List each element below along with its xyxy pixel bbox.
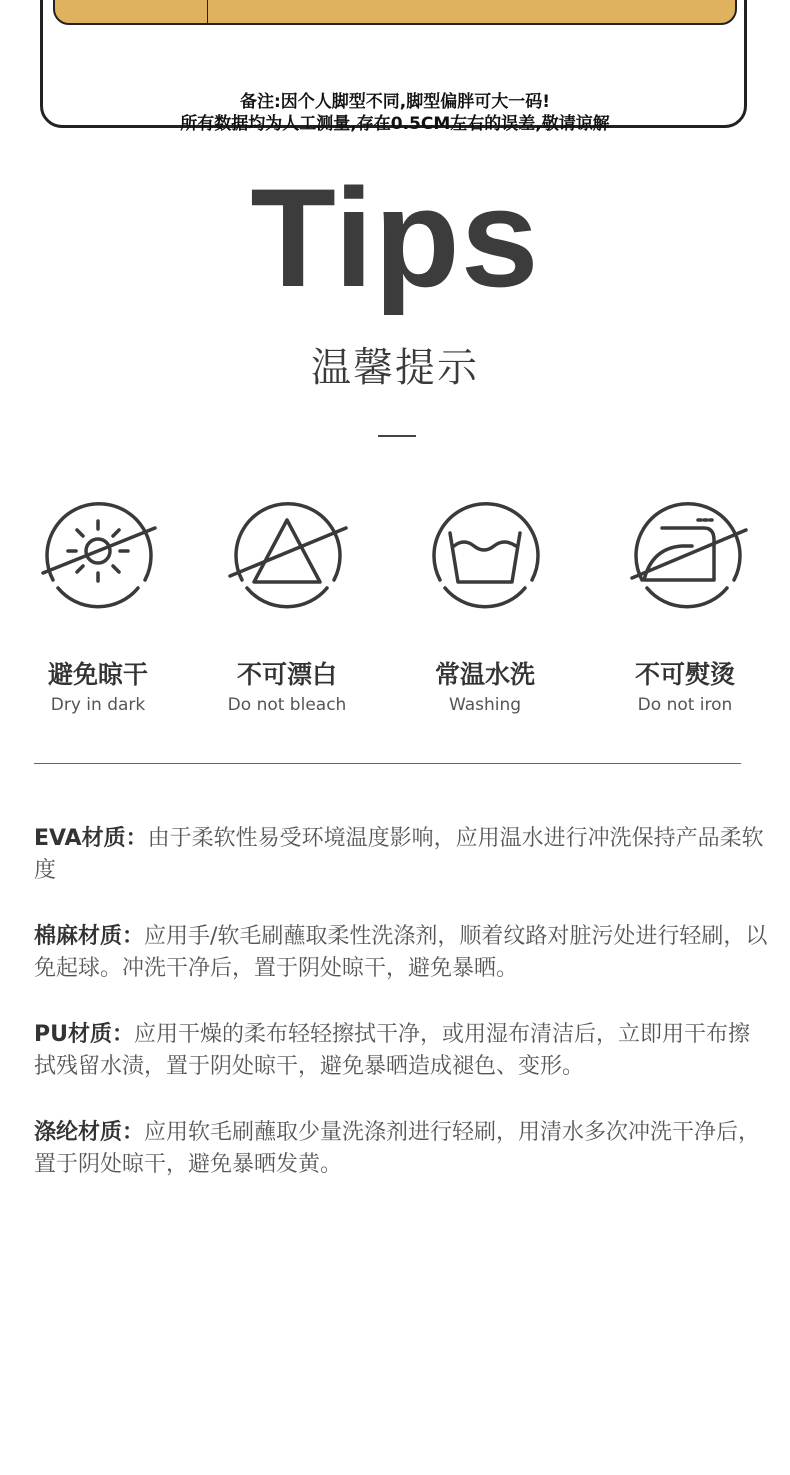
- tips-subtitle: 温馨提示: [311, 345, 479, 391]
- size-note-line2: 所有数据均为人工测量,存在0.5CM左右的误差,敬请谅解: [180, 114, 610, 134]
- material-text: 应用软毛刷蘸取少量洗涤剂进行轻刷，用清水多次冲洗干净后，置于阴处晾干，避免暴晒发黄。: [34, 1120, 761, 1177]
- material-paragraph-pu: [34, 1019, 769, 1083]
- material-paragraph-polyester: [34, 1117, 769, 1181]
- material-label: 棉麻材质：: [34, 924, 145, 949]
- size-chart-divider: [207, 0, 208, 23]
- care-label-cn: 不可漂白: [236, 660, 337, 689]
- tips-title: Tips: [250, 159, 540, 316]
- material-paragraph-eva: [34, 823, 769, 887]
- size-note-line1: 备注:因个人脚型不同,脚型偏胖可大一码!: [239, 92, 550, 112]
- care-label-cn: 避免晾干: [47, 660, 148, 689]
- material-label: EVA材质：: [34, 826, 148, 851]
- care-label-cn: 常温水洗: [434, 660, 535, 689]
- care-label-en: Do not iron: [637, 695, 733, 715]
- title-underline: [378, 435, 416, 437]
- material-text: 应用干燥的柔布轻轻擦拭干净，或用湿布清洁后，立即用干布擦拭残留水渍，置于阴处晾干，避免暴晒造成褪色、变形。: [34, 1022, 751, 1079]
- care-label-en: Dry in dark: [50, 695, 146, 715]
- material-label: PU材质：: [34, 1022, 134, 1047]
- no-iron-icon: [622, 488, 752, 618]
- material-text: 应用手/软毛刷蘸取柔性洗涤剂，顺着纹路对脏污处进行轻刷，以免起球。冲洗干净后，置于阴处晾干，避免暴晒。: [34, 924, 768, 981]
- material-label: 涤纶材质：: [34, 1120, 145, 1145]
- material-text: 由于柔软性易受环境温度影响，应用温水进行冲洗保持产品柔软度: [34, 826, 764, 883]
- care-label-en: Do not bleach: [227, 695, 347, 715]
- section-divider: [34, 763, 741, 764]
- wash-icon: [420, 488, 550, 618]
- no-bleach-icon: [222, 488, 352, 618]
- care-label-en: Washing: [448, 695, 522, 715]
- no-sun-icon: [33, 488, 163, 618]
- size-chart-gold-row: [53, 0, 737, 25]
- care-label-cn: 不可熨烫: [634, 660, 735, 689]
- material-paragraph-cotton: [34, 921, 769, 985]
